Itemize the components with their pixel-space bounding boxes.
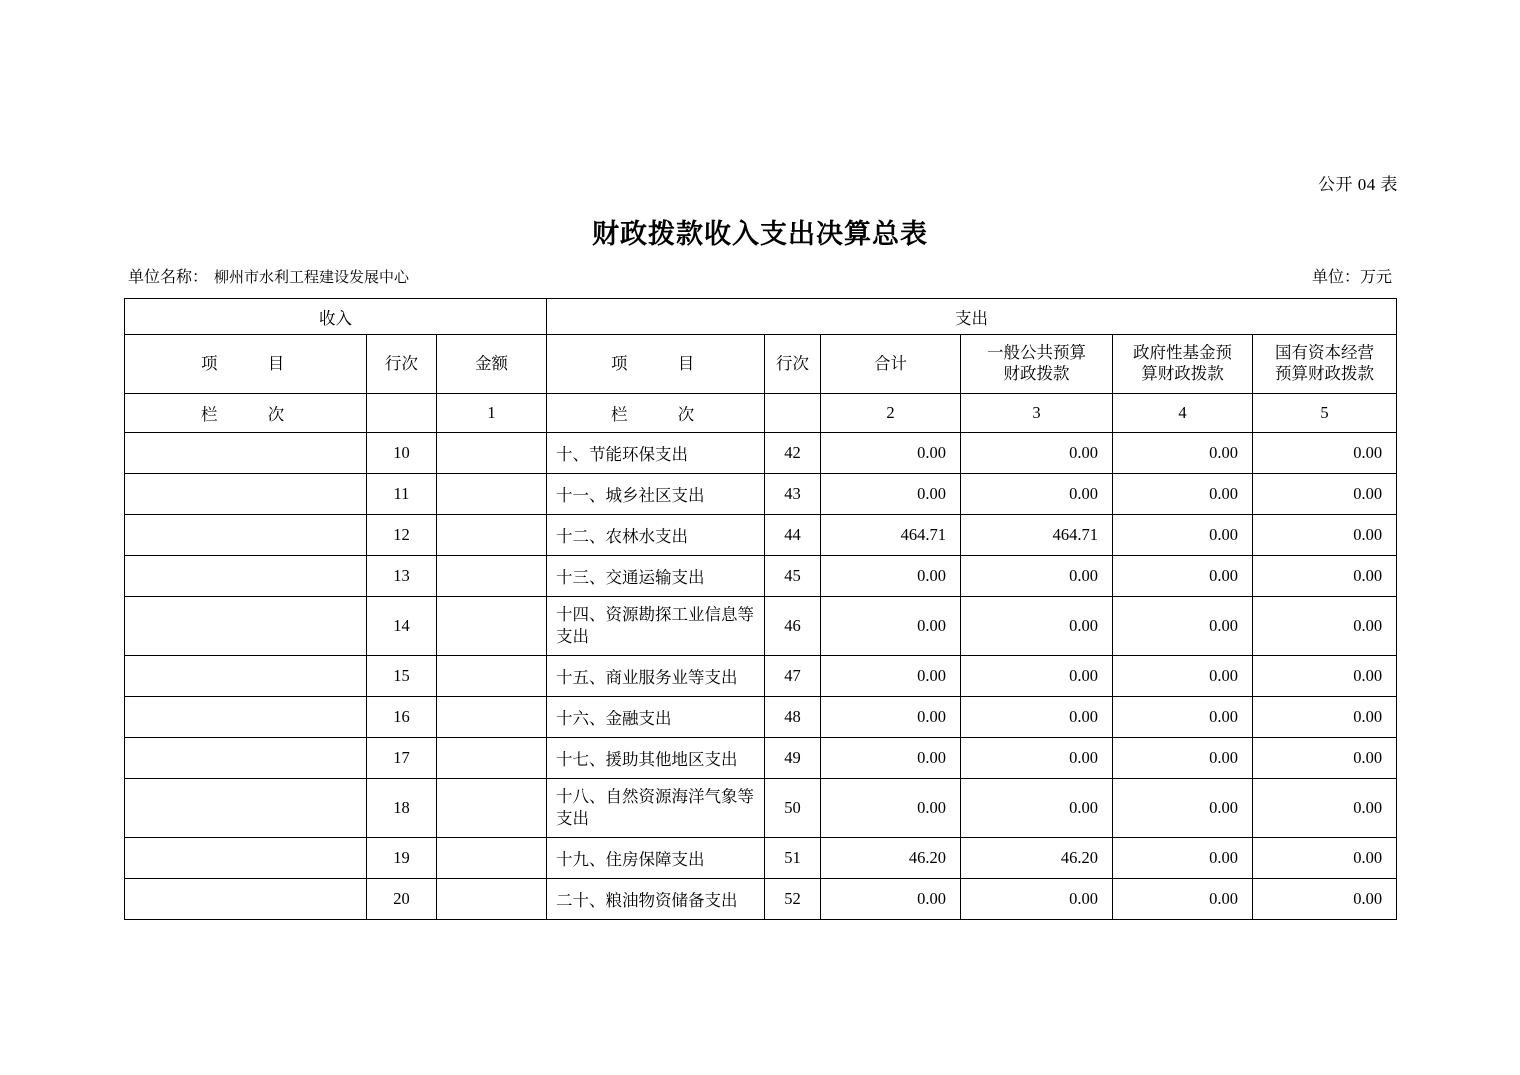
col-header-exp-general-line2: 财政拨款	[1003, 364, 1070, 383]
cell-exp-line: 43	[765, 474, 821, 515]
cell-income-item	[125, 556, 367, 597]
table-row	[125, 656, 1397, 697]
col-header-exp-fund-line1: 政府性基金预	[1133, 343, 1233, 363]
cell-exp-total: 46.20	[821, 838, 961, 879]
cell-income-item	[125, 879, 367, 920]
cell-income-line: 16	[367, 697, 437, 738]
cell-exp-capital: 0.00	[1253, 656, 1397, 697]
cell-income-amount	[437, 779, 547, 838]
cell-income-item	[125, 738, 367, 779]
cell-exp-fund: 0.00	[1113, 656, 1253, 697]
cell-exp-item: 十三、交通运输支出	[547, 556, 765, 597]
colnum-exp-fund: 4	[1113, 394, 1253, 433]
cell-income-item	[125, 779, 367, 838]
cell-exp-line: 47	[765, 656, 821, 697]
cell-exp-fund: 0.00	[1113, 738, 1253, 779]
table-row	[125, 597, 1397, 656]
table-row	[125, 433, 1397, 474]
cell-income-amount	[437, 556, 547, 597]
cell-income-amount	[437, 879, 547, 920]
cell-exp-item: 十九、住房保障支出	[547, 838, 765, 879]
cell-exp-general: 0.00	[961, 779, 1113, 838]
table-row	[125, 697, 1397, 738]
cell-income-line: 18	[367, 779, 437, 838]
cell-exp-total: 0.00	[821, 879, 961, 920]
col-header-exp-total: 合计	[821, 335, 961, 394]
cell-income-item	[125, 515, 367, 556]
cell-income-line: 17	[367, 738, 437, 779]
unit-name-value: 柳州市水利工程建设发展中心	[214, 270, 410, 286]
cell-income-amount	[437, 433, 547, 474]
cell-exp-total: 0.00	[821, 474, 961, 515]
cell-exp-general: 464.71	[961, 515, 1113, 556]
cell-exp-line: 48	[765, 697, 821, 738]
cell-exp-item: 十五、商业服务业等支出	[547, 656, 765, 697]
colnum-income-label: 栏 次	[125, 394, 367, 433]
cell-exp-line: 51	[765, 838, 821, 879]
cell-income-item	[125, 697, 367, 738]
colnum-income-amount: 1	[437, 394, 547, 433]
cell-income-line: 15	[367, 656, 437, 697]
cell-exp-general: 0.00	[961, 556, 1113, 597]
cell-exp-fund: 0.00	[1113, 879, 1253, 920]
cell-exp-item: 十六、金融支出	[547, 697, 765, 738]
cell-income-amount	[437, 515, 547, 556]
cell-exp-capital: 0.00	[1253, 433, 1397, 474]
table-row	[125, 779, 1397, 838]
unit-name-block	[128, 264, 409, 287]
cell-income-item	[125, 474, 367, 515]
cell-exp-capital: 0.00	[1253, 738, 1397, 779]
cell-exp-capital: 0.00	[1253, 779, 1397, 838]
cell-income-line: 12	[367, 515, 437, 556]
cell-income-amount	[437, 697, 547, 738]
cell-exp-general: 0.00	[961, 697, 1113, 738]
cell-exp-capital: 0.00	[1253, 515, 1397, 556]
table-row	[125, 838, 1397, 879]
cell-income-item	[125, 433, 367, 474]
cell-exp-item: 十一、城乡社区支出	[547, 474, 765, 515]
group-header-income: 收入	[125, 299, 547, 335]
cell-exp-total: 0.00	[821, 656, 961, 697]
cell-exp-total: 0.00	[821, 597, 961, 656]
col-header-exp-capital-line2: 预算财政拨款	[1275, 364, 1375, 383]
meta-row	[128, 264, 1392, 287]
col-header-exp-fund	[1113, 335, 1253, 394]
cell-exp-capital: 0.00	[1253, 474, 1397, 515]
cell-income-line: 10	[367, 433, 437, 474]
cell-exp-item: 十二、农林水支出	[547, 515, 765, 556]
cell-exp-total: 464.71	[821, 515, 961, 556]
col-header-exp-general-line1: 一般公共预算	[987, 343, 1087, 363]
colnum-exp-capital: 5	[1253, 394, 1397, 433]
table-group-header-row	[125, 299, 1397, 335]
unit-label: 单位名称：	[128, 269, 209, 286]
table-column-header-row	[125, 335, 1397, 394]
cell-exp-line: 52	[765, 879, 821, 920]
budget-table	[124, 298, 1397, 920]
cell-exp-item: 十七、援助其他地区支出	[547, 738, 765, 779]
cell-income-item	[125, 656, 367, 697]
cell-income-line: 11	[367, 474, 437, 515]
cell-exp-total: 0.00	[821, 697, 961, 738]
col-header-exp-fund-line2: 算财政拨款	[1141, 364, 1224, 383]
page-title: 财政拨款收入支出决算总表	[592, 219, 928, 249]
cell-income-item	[125, 838, 367, 879]
colnum-exp-line	[765, 394, 821, 433]
cell-income-line: 20	[367, 879, 437, 920]
cell-income-amount	[437, 838, 547, 879]
table-row	[125, 515, 1397, 556]
cell-exp-fund: 0.00	[1113, 556, 1253, 597]
cell-exp-line: 46	[765, 597, 821, 656]
colnum-exp-general: 3	[961, 394, 1113, 433]
cell-exp-line: 50	[765, 779, 821, 838]
col-header-income-line: 行次	[367, 335, 437, 394]
form-code: 公开 04 表	[1318, 175, 1398, 194]
cell-exp-capital: 0.00	[1253, 879, 1397, 920]
cell-exp-general: 0.00	[961, 597, 1113, 656]
cell-income-amount	[437, 656, 547, 697]
cell-exp-general: 0.00	[961, 738, 1113, 779]
cell-exp-total: 0.00	[821, 738, 961, 779]
colnum-income-line	[367, 394, 437, 433]
table-row	[125, 474, 1397, 515]
table-row	[125, 738, 1397, 779]
cell-exp-line: 49	[765, 738, 821, 779]
cell-income-line: 13	[367, 556, 437, 597]
cell-exp-general: 0.00	[961, 433, 1113, 474]
table-column-number-row	[125, 394, 1397, 433]
cell-exp-line: 44	[765, 515, 821, 556]
cell-exp-capital: 0.00	[1253, 697, 1397, 738]
cell-income-amount	[437, 474, 547, 515]
cell-exp-total: 0.00	[821, 556, 961, 597]
colnum-exp-total: 2	[821, 394, 961, 433]
col-header-exp-capital	[1253, 335, 1397, 394]
cell-exp-fund: 0.00	[1113, 838, 1253, 879]
cell-exp-line: 45	[765, 556, 821, 597]
cell-exp-fund: 0.00	[1113, 515, 1253, 556]
cell-exp-general: 46.20	[961, 838, 1113, 879]
col-header-exp-capital-line1: 国有资本经营	[1275, 343, 1375, 363]
cell-exp-total: 0.00	[821, 779, 961, 838]
col-header-exp-item: 项 目	[547, 335, 765, 394]
cell-exp-total: 0.00	[821, 433, 961, 474]
cell-exp-item: 二十、粮油物资储备支出	[547, 879, 765, 920]
cell-income-amount	[437, 738, 547, 779]
cell-exp-general: 0.00	[961, 656, 1113, 697]
amount-unit: 单位：万元	[1311, 269, 1392, 286]
cell-exp-fund: 0.00	[1113, 433, 1253, 474]
col-header-income-item: 项 目	[125, 335, 367, 394]
table-row	[125, 556, 1397, 597]
cell-income-line: 14	[367, 597, 437, 656]
cell-exp-item: 十、节能环保支出	[547, 433, 765, 474]
col-header-exp-general	[961, 335, 1113, 394]
col-header-income-amount: 金额	[437, 335, 547, 394]
cell-exp-general: 0.00	[961, 879, 1113, 920]
cell-exp-capital: 0.00	[1253, 597, 1397, 656]
cell-exp-capital: 0.00	[1253, 556, 1397, 597]
cell-exp-fund: 0.00	[1113, 779, 1253, 838]
cell-exp-fund: 0.00	[1113, 697, 1253, 738]
cell-exp-general: 0.00	[961, 474, 1113, 515]
table-row	[125, 879, 1397, 920]
cell-exp-line: 42	[765, 433, 821, 474]
colnum-exp-label: 栏 次	[547, 394, 765, 433]
cell-exp-fund: 0.00	[1113, 474, 1253, 515]
cell-exp-item: 十四、资源勘探工业信息等支出	[547, 597, 765, 656]
group-header-expenditure: 支出	[547, 299, 1397, 335]
cell-exp-fund: 0.00	[1113, 597, 1253, 656]
col-header-exp-line: 行次	[765, 335, 821, 394]
cell-income-amount	[437, 597, 547, 656]
cell-exp-capital: 0.00	[1253, 838, 1397, 879]
cell-income-line: 19	[367, 838, 437, 879]
cell-exp-item: 十八、自然资源海洋气象等支出	[547, 779, 765, 838]
cell-income-item	[125, 597, 367, 656]
